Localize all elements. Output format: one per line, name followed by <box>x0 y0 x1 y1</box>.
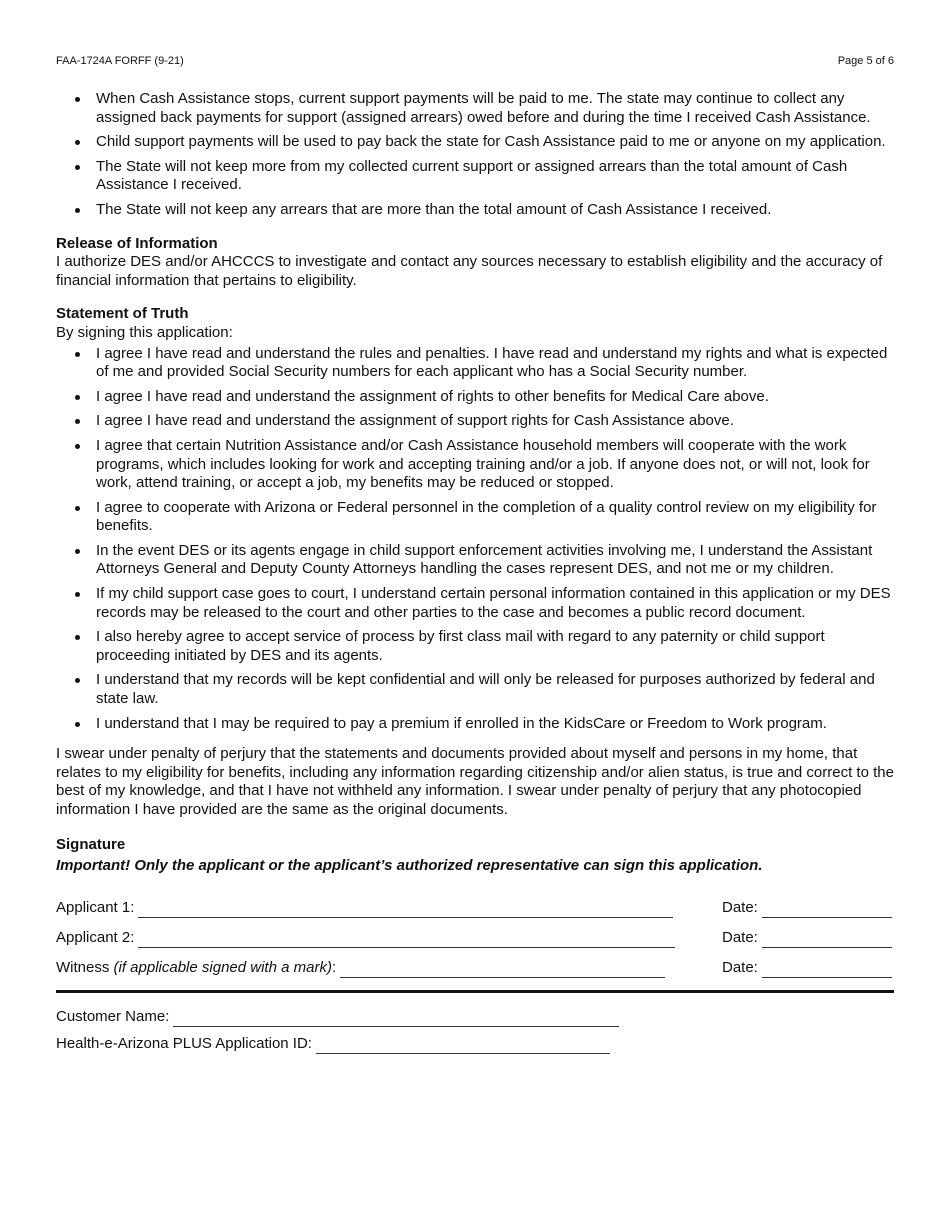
page-number: Page 5 of 6 <box>837 55 894 67</box>
list-item: I understand that I may be required to pay a premium if enrolled in the KidsCare or Freedom to Work program. <box>56 715 896 734</box>
list-item: I understand that my records will be kept confidential and will only be released for purposes authorized by federal and state law. <box>56 671 896 708</box>
list-item: I agree I have read and understand the assignment of support rights for Cash Assistance above. <box>56 412 896 431</box>
customer-name-label: Customer Name: <box>56 1008 170 1026</box>
list-item: I agree I have read and understand the rules and penalties. I have read and understand my rights and what is expected of me and provided Social Security numbers for each applicant who has a Social Security number. <box>56 345 896 382</box>
application-id-field[interactable] <box>316 1039 610 1054</box>
release-text: I authorize DES and/or AHCCCS to investigate and contact any sources necessary to establish eligibility and the accuracy of financial information that pertains to eligibility. <box>56 253 883 289</box>
perjury-statement: I swear under penalty of perjury that the statements and documents provided about myself and persons in my home, that relates to my eligibility for benefits, including any information regarding citizenship and/or alien status, is true and correct to the best of my knowledge, and that I have not withheld any information. I swear under penalty of perjury that any photocopied information I have provided are the same as the original documents. <box>56 745 894 818</box>
applicant2-label: Applicant 2: <box>56 929 135 947</box>
form-id: FAA-1724A FORFF (9-21) <box>56 55 184 67</box>
list-item: The State will not keep any arrears that are more than the total amount of Cash Assistance I received. <box>56 201 896 220</box>
customer-name-field[interactable] <box>173 1012 619 1027</box>
list-item: I also hereby agree to accept service of process by first class mail with regard to any paternity or child support proceeding initiated by DES and its agents. <box>56 628 896 665</box>
list-item: If my child support case goes to court, I understand certain personal information contained in this application or my DES records may be released to the court and other parties to the case and becomes a public record document. <box>56 585 896 622</box>
date-label: Date: <box>722 929 758 947</box>
date-label: Date: <box>722 899 758 917</box>
document-body <box>56 90 896 1054</box>
list-item: I agree to cooperate with Arizona or Federal personnel in the completion of a quality control review on my eligibility for benefits. <box>56 499 896 536</box>
signature-heading: Signature <box>56 835 126 853</box>
list-item: Child support payments will be used to pay back the state for Cash Assistance paid to me or anyone on my application. <box>56 133 896 152</box>
list-item: In the event DES or its agents engage in child support enforcement activities involving me, I understand the Assistant Attorneys General and Deputy County Attorneys handling the cases represent DES, and not me or my children. <box>56 542 896 579</box>
list-item: When Cash Assistance stops, current support payments will be paid to me. The state may continue to collect any assigned back payments for support (assigned arrears) owed before and during the time I received Cash Assistance. <box>56 90 896 127</box>
witness-signature-field[interactable] <box>340 963 665 978</box>
date-label: Date: <box>722 959 758 977</box>
applicant1-signature-field[interactable] <box>138 903 673 918</box>
cash-assistance-list <box>56 90 896 220</box>
truth-heading: Statement of Truth <box>56 305 189 323</box>
applicant2-date-field[interactable] <box>762 933 892 948</box>
application-id-label: Health-e-Arizona PLUS Application ID: <box>56 1035 312 1053</box>
truth-list <box>56 345 896 734</box>
applicant2-signature-field[interactable] <box>138 933 675 948</box>
signature-important-note: Important! Only the applicant or the applicant’s authorized representative can sign this application. <box>56 857 763 875</box>
applicant1-date-field[interactable] <box>762 903 892 918</box>
list-item: I agree I have read and understand the assignment of rights to other benefits for Medical Care above. <box>56 388 896 407</box>
witness-date-field[interactable] <box>762 963 892 978</box>
list-item: The State will not keep more from my collected current support or assigned arrears than the total amount of Cash Assistance I received. <box>56 158 896 195</box>
list-item: I agree that certain Nutrition Assistance and/or Cash Assistance household members will cooperate with the work programs, which includes looking for work and accepting training and/or a job. If anyone does not, or will not, look for work, attend training, or accept a job, my benefits may be reduced or stopped. <box>56 437 896 493</box>
section-divider <box>56 990 894 993</box>
witness-label: Witness (if applicable signed with a mark): <box>56 959 337 977</box>
applicant1-label: Applicant 1: <box>56 899 135 917</box>
truth-intro: By signing this application: <box>56 323 233 341</box>
release-heading: Release of Information <box>56 234 218 252</box>
